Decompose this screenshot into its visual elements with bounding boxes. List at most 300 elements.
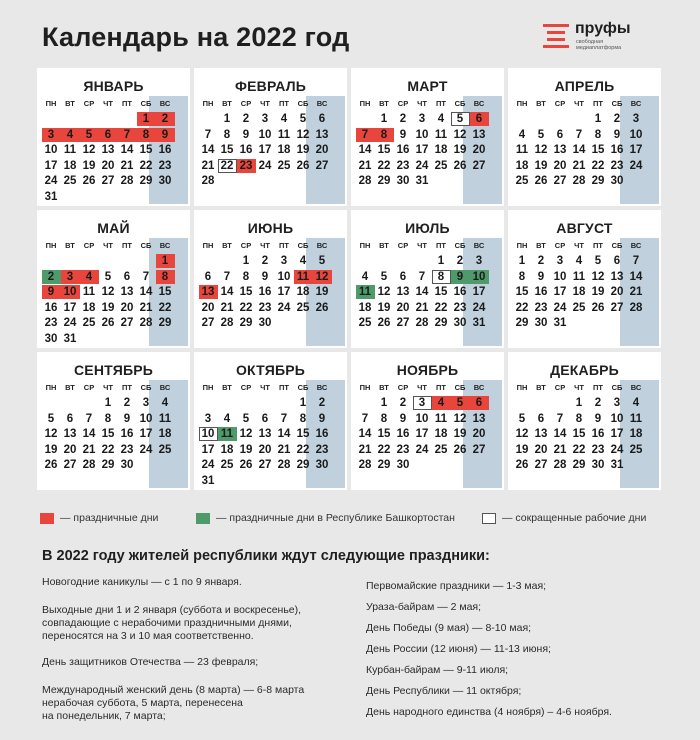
day-cell: 3 (61, 270, 80, 284)
weekday-header: СБ (297, 383, 309, 392)
day-cell: 31 (415, 175, 429, 187)
day-cell: 27 (610, 301, 624, 314)
weekday-header: СР (554, 241, 566, 250)
day-cell: 20 (472, 428, 486, 440)
day-cell: 3 (632, 113, 640, 125)
weekday-header: ПТ (279, 99, 289, 108)
day-cell: 7 (204, 128, 212, 141)
month-name: ДЕКАБРЬ (550, 362, 619, 378)
weekday-header: ПН (45, 99, 57, 108)
day-cell: 5 (299, 113, 307, 125)
day-cell: 2 (456, 255, 464, 267)
day-cell: 6 (204, 270, 212, 283)
day-cell: 6 (470, 396, 489, 410)
day-cell: 16 (610, 144, 624, 156)
day-cell: 22 (377, 443, 391, 456)
weekday-header: ЧТ (260, 99, 270, 108)
holiday-line: на понедельник, 7 марта; (42, 710, 166, 722)
day-cell: 25 (515, 175, 529, 187)
weekday-header: ПН (202, 383, 214, 392)
day-cell: 17 (472, 286, 486, 298)
day-cell: 25 (158, 443, 172, 456)
day-cell: 14 (220, 286, 234, 298)
weekday-header: ВС (159, 383, 171, 392)
day-cell: 13 (63, 428, 77, 440)
day-cell: 5 (242, 412, 250, 425)
day-cell: 2 (537, 255, 545, 267)
day-cell: 21 (120, 159, 134, 172)
day-cell: 17 (258, 144, 272, 156)
day-cell: 16 (258, 286, 272, 298)
day-cell: 18 (158, 428, 172, 440)
day-cell: 19 (101, 301, 115, 314)
day-cell: 23 (591, 443, 605, 456)
legend-short-label: — сокращенные рабочие дни (502, 512, 647, 524)
weekday-header: ПТ (436, 241, 446, 250)
weekday-header: СР (83, 383, 95, 392)
day-cell: 15 (296, 428, 310, 440)
weekday-header: ВС (473, 383, 485, 392)
holiday-item (42, 604, 301, 643)
weekday-header: ЧТ (574, 99, 584, 108)
weekday-header: ВС (159, 99, 171, 108)
day-cell: 8 (223, 128, 231, 141)
day-cell: 26 (44, 459, 58, 471)
weekday-header: ВТ (222, 99, 232, 108)
day-cell: 6 (261, 412, 269, 425)
day-cell: 29 (101, 459, 115, 471)
day-cell: 19 (453, 144, 467, 156)
day-cell: 9 (261, 270, 269, 283)
legend-holiday-label: — праздничные дни (60, 512, 159, 524)
day-cell: 12 (453, 412, 467, 425)
weekday-header: ПТ (122, 99, 132, 108)
weekday-header: ЧТ (574, 241, 584, 250)
day-cell: 7 (575, 128, 583, 141)
day-cell: 27 (120, 317, 134, 329)
day-cell: 12 (453, 128, 467, 141)
day-cell: 3 (475, 255, 483, 267)
day-cell: 24 (258, 159, 272, 172)
day-cell: 21 (277, 443, 291, 456)
day-cell: 9 (123, 412, 131, 425)
day-cell: 4 (280, 113, 288, 125)
day-cell: 16 (453, 286, 467, 298)
day-cell: 8 (432, 270, 451, 284)
day-cell: 24 (44, 175, 58, 187)
day-cell: 1 (380, 113, 388, 125)
month-1 (37, 68, 190, 206)
day-cell: 19 (534, 159, 548, 172)
day-cell: 16 (396, 144, 410, 156)
day-cell: 3 (418, 113, 426, 125)
day-cell: 9 (42, 285, 61, 299)
holiday-line: Международный женский день (8 марта) — 6-8 марта (42, 684, 305, 696)
day-cell: 15 (101, 428, 115, 440)
day-cell: 30 (396, 459, 410, 471)
day-cell: 13 (534, 428, 548, 440)
day-cell: 15 (377, 144, 391, 156)
day-cell: 26 (591, 301, 605, 314)
day-cell: 9 (399, 128, 407, 141)
month-8 (508, 210, 661, 348)
day-cell: 14 (82, 428, 96, 440)
month-6 (194, 210, 347, 348)
holiday-item: Курбан-байрам — 9-11 июля; (366, 664, 509, 676)
day-cell: 27 (258, 459, 272, 471)
month-3 (351, 68, 504, 206)
day-cell: 11 (515, 144, 529, 156)
weekday-header: ВТ (65, 383, 75, 392)
day-cell: 23 (120, 443, 134, 456)
day-cell: 30 (44, 332, 58, 345)
day-cell: 15 (515, 286, 529, 298)
day-cell: 12 (101, 286, 115, 298)
day-cell: 1 (380, 397, 388, 409)
day-cell: 18 (629, 428, 643, 440)
day-cell: 4 (161, 397, 169, 409)
weekday-header: ПН (516, 241, 528, 250)
month-name: НОЯБРЬ (396, 362, 459, 378)
holiday-item: День Победы (9 мая) — 8-10 мая; (366, 622, 532, 634)
day-cell: 20 (315, 144, 329, 156)
weekday-header: ЧТ (103, 383, 113, 392)
day-cell: 2 (123, 397, 131, 409)
day-cell: 27 (101, 175, 115, 187)
day-cell: 15 (239, 286, 253, 298)
day-cell: 30 (396, 175, 410, 187)
day-cell: 26 (239, 459, 253, 471)
day-cell: 17 (629, 144, 643, 156)
day-cell: 15 (158, 286, 172, 298)
day-cell: 3 (261, 113, 269, 125)
holiday-line: нерабочая суббота, 5 марта, перенесена (42, 697, 243, 709)
day-cell: 9 (537, 270, 545, 283)
weekday-header: ПН (516, 383, 528, 392)
weekday-header: ЧТ (574, 383, 584, 392)
day-cell: 11 (434, 128, 448, 141)
day-cell: 14 (358, 144, 372, 156)
day-cell: 25 (572, 301, 586, 314)
day-cell: 30 (610, 175, 624, 187)
weekday-header: СБ (611, 383, 623, 392)
day-cell: 28 (277, 459, 291, 471)
day-cell: 18 (277, 144, 291, 156)
day-cell: 27 (63, 459, 77, 471)
day-cell: 10 (629, 128, 643, 141)
day-cell: 18 (515, 159, 529, 172)
day-cell: 30 (258, 317, 272, 329)
day-cell: 9 (156, 128, 175, 142)
month-name: ОКТЯБРЬ (235, 362, 306, 378)
day-cell: 21 (572, 159, 586, 172)
day-cell: 19 (591, 286, 605, 298)
day-cell: 6 (123, 270, 131, 283)
day-cell: 26 (377, 317, 391, 329)
day-cell: 20 (63, 443, 77, 456)
day-cell: 3 (613, 397, 621, 409)
day-cell: 19 (239, 443, 253, 456)
day-cell: 14 (277, 428, 291, 440)
month-name: АПРЕЛЬ (554, 78, 615, 94)
day-cell: 5 (518, 412, 526, 425)
day-cell: 4 (223, 412, 231, 425)
weekday-header: СР (397, 241, 409, 250)
day-cell: 5 (537, 128, 545, 141)
day-cell: 16 (315, 428, 329, 440)
day-cell: 15 (220, 144, 234, 156)
day-cell: 8 (156, 270, 175, 284)
day-cell: 12 (296, 128, 310, 141)
day-cell: 21 (553, 443, 567, 456)
day-cell: 16 (591, 428, 605, 440)
day-cell: 18 (296, 286, 310, 298)
day-cell: 4 (518, 128, 526, 141)
month-5 (37, 210, 190, 348)
day-cell: 2 (42, 270, 61, 284)
day-cell: 13 (315, 128, 329, 141)
day-cell: 1 (299, 397, 307, 409)
weekday-header: ЧТ (103, 241, 113, 250)
day-cell: 28 (220, 317, 234, 329)
day-cell: 2 (594, 397, 602, 409)
day-cell: 7 (418, 270, 426, 283)
day-cell: 9 (399, 412, 407, 425)
day-cell: 11 (82, 286, 96, 298)
day-cell: 26 (453, 443, 467, 456)
day-cell: 30 (158, 175, 172, 187)
day-cell: 15 (377, 428, 391, 440)
day-cell: 19 (515, 443, 529, 456)
day-cell: 8 (518, 270, 526, 283)
weekday-header: СР (554, 99, 566, 108)
weekday-header: ПТ (436, 99, 446, 108)
day-cell: 17 (139, 428, 153, 440)
day-cell: 26 (315, 301, 329, 314)
day-cell: 3 (142, 397, 150, 409)
day-cell: 25 (434, 443, 448, 456)
day-cell: 19 (315, 286, 329, 298)
day-cell: 28 (553, 459, 567, 471)
month-name: АВГУСТ (556, 220, 613, 236)
day-cell: 9 (594, 412, 602, 425)
day-cell: 7 (85, 412, 93, 425)
weekday-header: СБ (140, 99, 152, 108)
weekday-header: ПН (202, 99, 214, 108)
weekday-header: ПТ (593, 383, 603, 392)
weekday-header: ВС (159, 241, 171, 250)
day-cell: 26 (296, 159, 310, 172)
day-cell: 10 (415, 128, 429, 141)
holidays-list-left (42, 572, 352, 732)
holiday-swatch-icon (40, 513, 54, 524)
day-cell: 24 (201, 459, 215, 471)
weekday-header: СБ (611, 99, 623, 108)
weekday-header: ВТ (536, 383, 546, 392)
day-cell: 5 (451, 112, 470, 126)
day-cell: 30 (120, 459, 134, 471)
day-cell: 23 (534, 301, 548, 314)
day-cell: 6 (399, 270, 407, 283)
day-cell: 3 (204, 412, 212, 425)
day-cell: 27 (201, 317, 215, 329)
day-cell: 11 (294, 270, 313, 284)
day-cell: 11 (218, 427, 237, 441)
month-name: ИЮЛЬ (405, 220, 450, 236)
day-cell: 28 (415, 317, 429, 329)
day-cell: 4 (80, 270, 99, 284)
day-cell: 28 (358, 175, 372, 187)
day-cell: 1 (518, 255, 526, 267)
day-cell: 21 (358, 443, 372, 456)
weekday-header: ЧТ (417, 241, 427, 250)
day-cell: 7 (356, 128, 375, 142)
day-cell: 2 (242, 113, 250, 125)
weekday-header: ПН (516, 99, 528, 108)
weekday-header: ВТ (65, 241, 75, 250)
day-cell: 28 (120, 175, 134, 187)
day-cell: 21 (629, 286, 643, 298)
day-cell: 7 (361, 412, 369, 425)
day-cell: 5 (80, 128, 99, 142)
day-cell: 23 (396, 159, 410, 172)
day-cell: 29 (591, 175, 605, 187)
day-cell: 28 (629, 301, 643, 314)
day-cell: 1 (223, 113, 231, 125)
day-cell: 8 (375, 128, 394, 142)
day-cell: 23 (610, 159, 624, 172)
day-cell: 16 (239, 144, 253, 156)
weekday-header: ПТ (122, 383, 132, 392)
day-cell: 13 (472, 128, 486, 141)
day-cell: 20 (101, 159, 115, 172)
day-cell: 24 (63, 317, 77, 329)
day-cell: 3 (42, 128, 61, 142)
day-cell: 18 (220, 443, 234, 456)
day-cell: 27 (472, 443, 486, 456)
day-cell: 31 (610, 459, 624, 471)
weekday-header: СР (397, 99, 409, 108)
day-cell: 6 (66, 412, 74, 425)
day-cell: 16 (120, 428, 134, 440)
day-cell: 28 (139, 317, 153, 329)
logo-tagline: свободная медиаплатформа (576, 39, 622, 51)
logo (543, 22, 663, 52)
day-cell: 16 (44, 301, 58, 314)
day-cell: 26 (101, 317, 115, 329)
day-cell: 10 (277, 270, 291, 283)
day-cell: 20 (201, 301, 215, 314)
day-cell: 17 (415, 144, 429, 156)
day-cell: 13 (199, 285, 218, 299)
day-cell: 29 (572, 459, 586, 471)
day-cell: 6 (99, 128, 118, 142)
day-cell: 20 (534, 443, 548, 456)
day-cell: 13 (396, 286, 410, 298)
day-cell: 16 (534, 286, 548, 298)
day-cell: 14 (629, 270, 643, 283)
month-name: МАРТ (407, 78, 448, 94)
weekday-header: СР (240, 99, 252, 108)
day-cell: 6 (556, 128, 564, 141)
day-cell: 24 (553, 301, 567, 314)
day-cell: 15 (572, 428, 586, 440)
day-cell: 16 (158, 144, 172, 156)
weekday-header: ПТ (279, 383, 289, 392)
day-cell: 30 (315, 459, 329, 471)
holiday-line: переносятся на 3 и 10 мая соответственно. (42, 630, 254, 642)
day-cell: 7 (223, 270, 231, 283)
day-cell: 27 (315, 159, 329, 172)
day-cell: 7 (118, 128, 137, 142)
day-cell: 28 (201, 175, 215, 187)
month-2 (194, 68, 347, 206)
day-cell: 10 (199, 427, 218, 441)
weekday-header: СБ (140, 383, 152, 392)
day-cell: 22 (434, 301, 448, 314)
day-cell: 1 (137, 112, 156, 126)
day-cell: 28 (572, 175, 586, 187)
weekday-header: ПН (45, 241, 57, 250)
day-cell: 12 (44, 428, 58, 440)
day-cell: 26 (534, 175, 548, 187)
day-cell: 3 (556, 255, 564, 267)
weekday-header: ВТ (536, 99, 546, 108)
day-cell: 19 (377, 301, 391, 314)
day-cell: 22 (515, 301, 529, 314)
day-cell: 10 (61, 285, 80, 299)
day-cell: 13 (610, 270, 624, 283)
day-cell: 12 (534, 144, 548, 156)
holiday-item (42, 656, 258, 669)
day-cell: 12 (82, 144, 96, 156)
day-cell: 26 (453, 159, 467, 172)
weekday-header: ВС (473, 99, 485, 108)
weekday-header: ПТ (436, 383, 446, 392)
day-cell: 11 (277, 128, 291, 141)
weekday-header: СБ (297, 241, 309, 250)
bashkortostan-swatch-icon (196, 513, 210, 524)
weekday-header: СР (397, 383, 409, 392)
weekday-header: ВС (630, 241, 642, 250)
weekday-header: СБ (297, 99, 309, 108)
day-cell: 30 (453, 317, 467, 329)
day-cell: 15 (434, 286, 448, 298)
day-cell: 25 (629, 443, 643, 456)
weekday-header: ЧТ (103, 99, 113, 108)
day-cell: 17 (201, 443, 215, 456)
holiday-item: Ураза-байрам — 2 мая; (366, 601, 482, 613)
weekday-header: СБ (454, 383, 466, 392)
day-cell: 8 (299, 412, 307, 425)
weekday-header: ВТ (222, 241, 232, 250)
day-cell: 2 (613, 113, 621, 125)
day-cell: 18 (572, 286, 586, 298)
day-cell: 1 (594, 113, 602, 125)
day-cell: 7 (280, 412, 288, 425)
day-cell: 8 (380, 412, 388, 425)
weekday-header: ВТ (379, 241, 389, 250)
weekday-header: ПТ (593, 241, 603, 250)
day-cell: 28 (358, 459, 372, 471)
day-cell: 20 (472, 144, 486, 156)
day-cell: 20 (258, 443, 272, 456)
day-cell: 14 (201, 144, 215, 156)
day-cell: 21 (415, 301, 429, 314)
day-cell: 14 (572, 144, 586, 156)
page-title: Календарь на 2022 год (42, 22, 350, 52)
day-cell: 13 (101, 144, 115, 156)
